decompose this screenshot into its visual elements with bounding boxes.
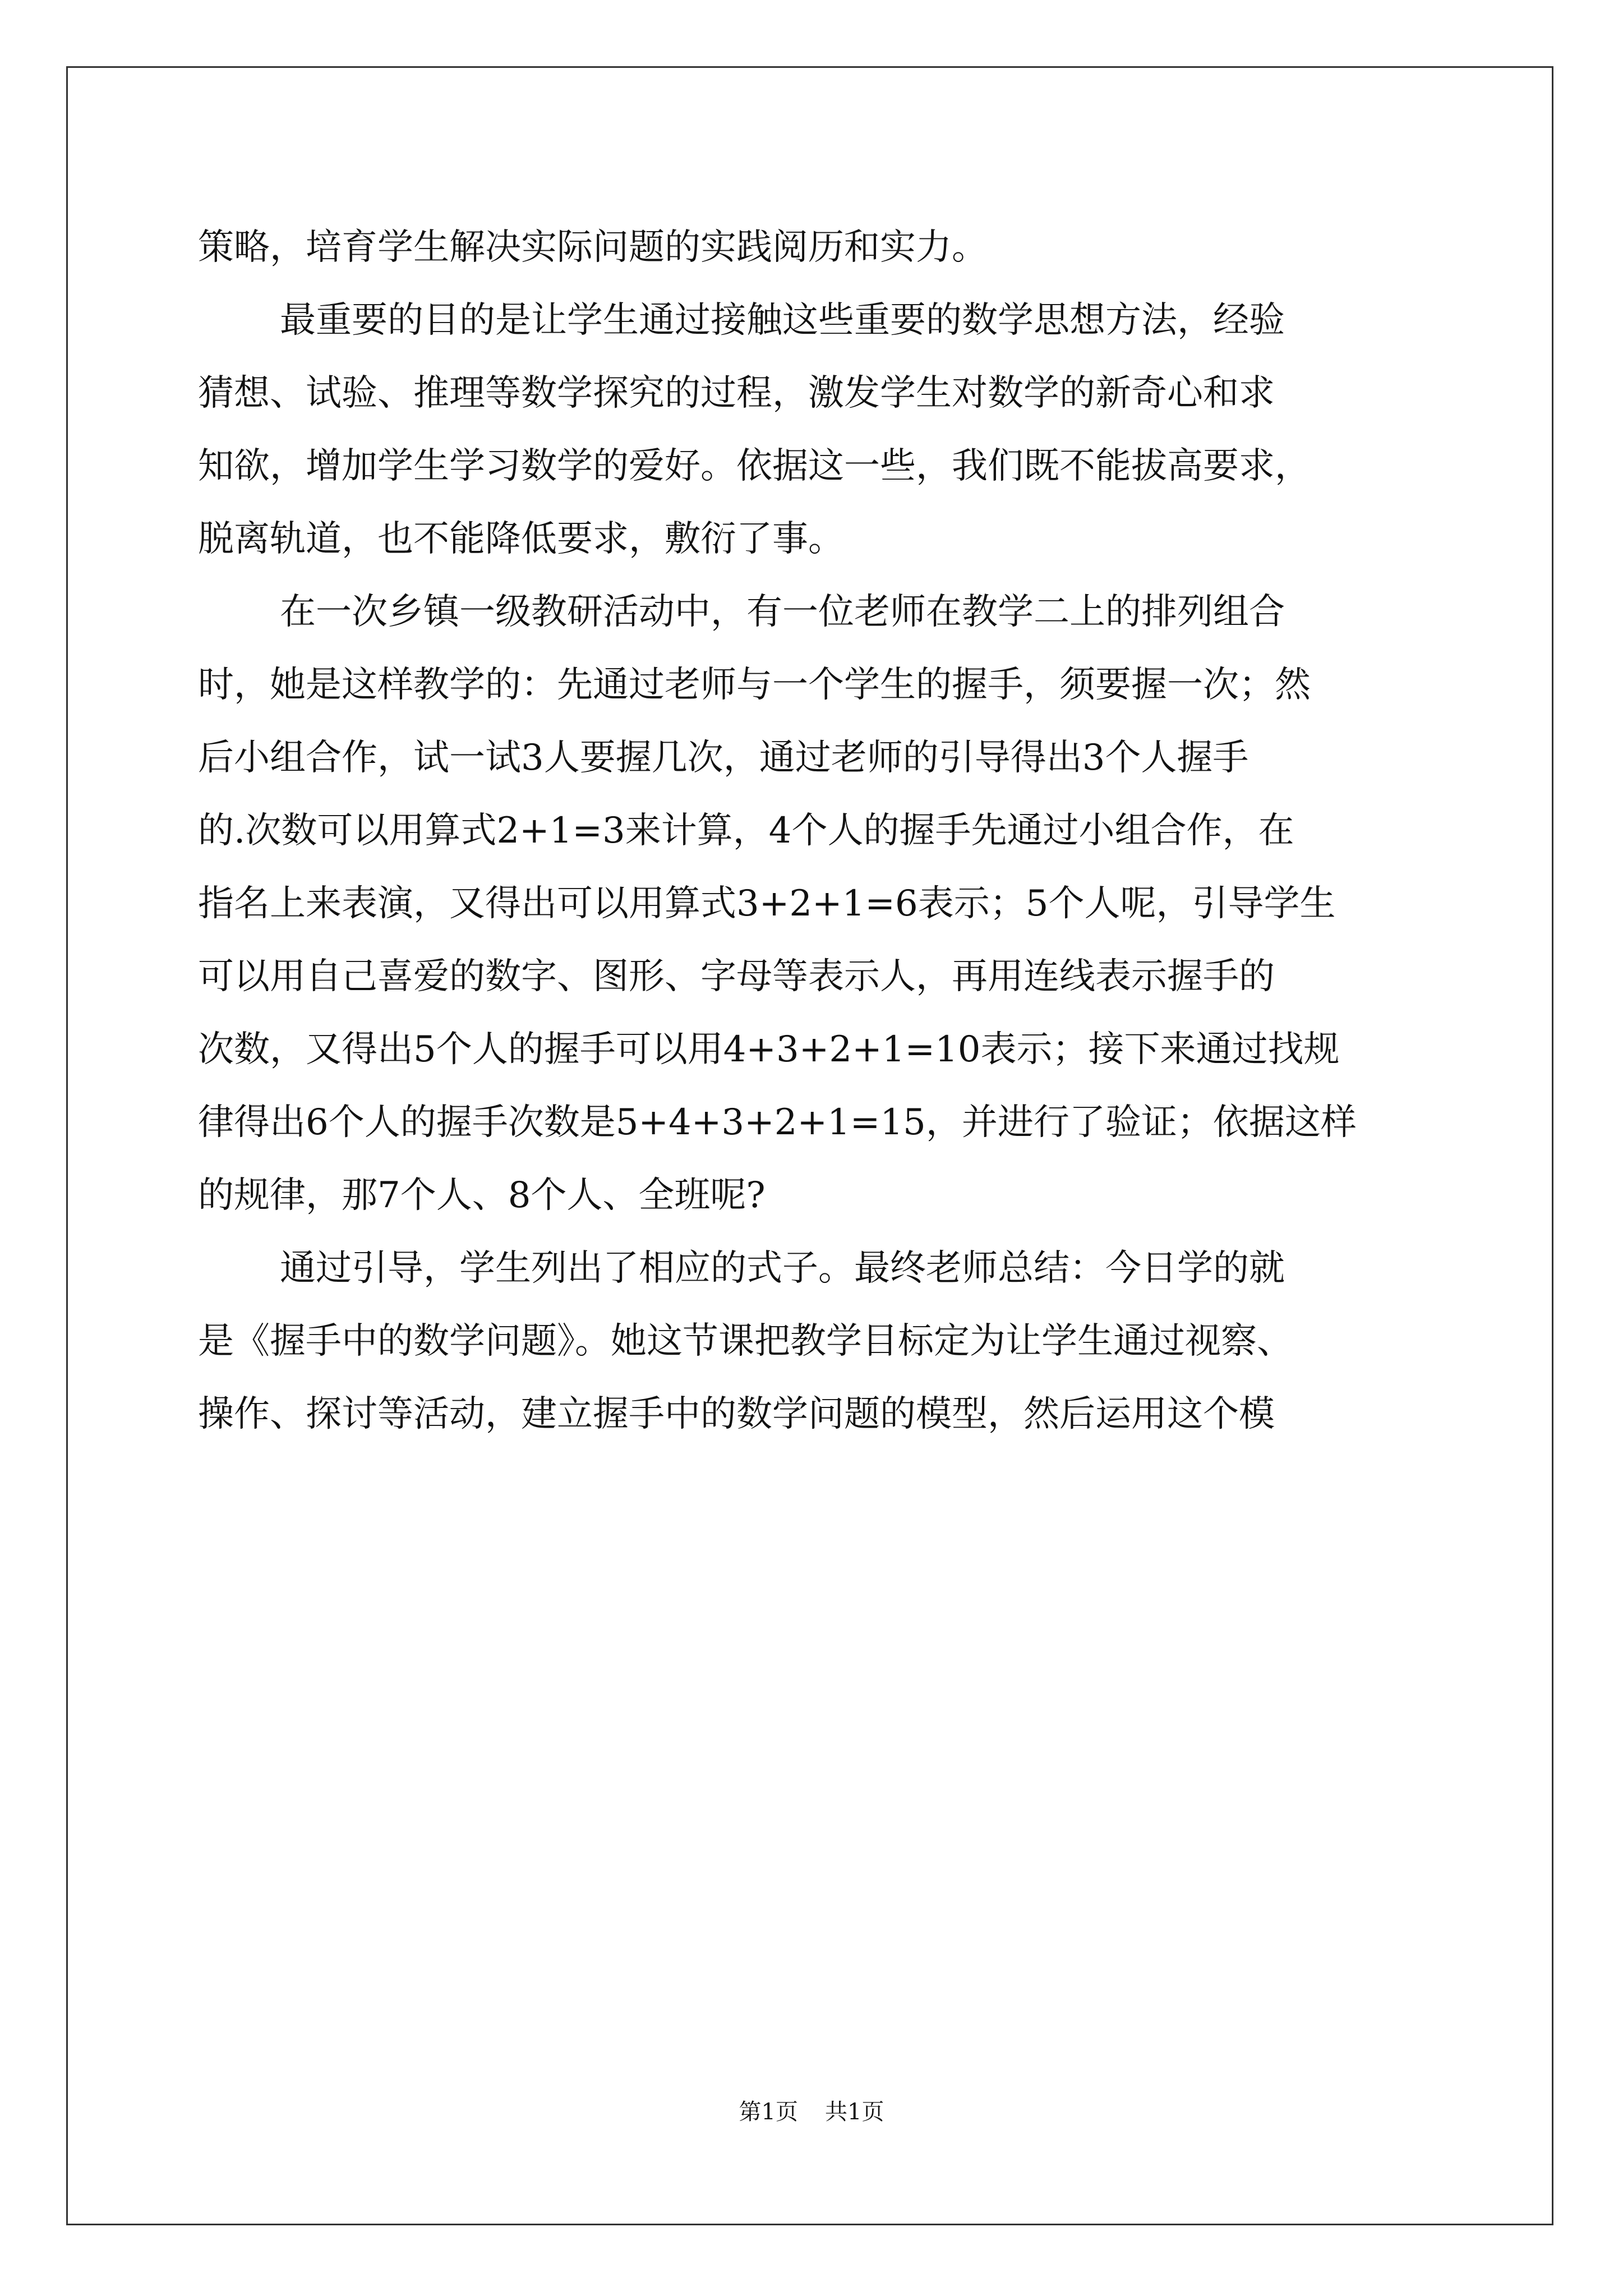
page-number: 第1页 [739,2099,798,2125]
page-footer [0,2101,1623,2123]
text-line: 后小组合作，试一试3人要握几次，通过老师的引导得出3个人握手 [198,737,1249,779]
text-line: 律得出6个人的握手次数是5+4+3+2+1=15，并进行了验证；依据这样 [198,1102,1357,1143]
text-line: 的规律，那7个人、8个人、全班呢? [198,1175,766,1216]
paragraph-first-line: 通过引导，学生列出了相应的式子。最终老师总结：今日学的就 [280,1248,1285,1289]
text-line: 脱离轨道，也不能降低要求，敷衍了事。 [198,518,844,560]
page-total: 共1页 [825,2099,884,2125]
text-line: 的.次数可以用算式2+1=3来计算，4个人的握手先通过小组合作，在 [198,810,1294,852]
text-line: 指名上来表演，又得出可以用算式3+2+1=6表示；5个人呢，引导学生 [198,883,1336,924]
paragraph-first-line: 在一次乡镇一级教研活动中，有一位老师在教学二上的排列组合 [280,591,1285,633]
text-line: 次数，又得出5个人的握手可以用4+3+2+1=10表示；接下来通过找规 [198,1029,1340,1070]
text-line: 可以用自己喜爱的数字、图形、字母等表示人，再用连线表示握手的 [198,956,1275,997]
text-line: 操作、探讨等活动，建立握手中的数学问题的模型，然后运用这个模 [198,1393,1275,1435]
text-line: 时，她是这样教学的：先通过老师与一个学生的握手，须要握一次；然 [198,664,1311,706]
text-line: 是《握手中的数学问题》。她这节课把教学目标定为让学生通过视察、 [198,1320,1293,1362]
paragraph-first-line: 最重要的目的是让学生通过接触这些重要的数学思想方法，经验 [280,300,1285,341]
text-line: 策略，培育学生解决实际问题的实践阅历和实力。 [198,227,988,268]
text-line: 知欲，增加学生学习数学的爱好。依据这一些，我们既不能拔高要求， [198,445,1311,487]
text-line: 猜想、试验、推理等数学探究的过程，激发学生对数学的新奇心和求 [198,372,1275,414]
